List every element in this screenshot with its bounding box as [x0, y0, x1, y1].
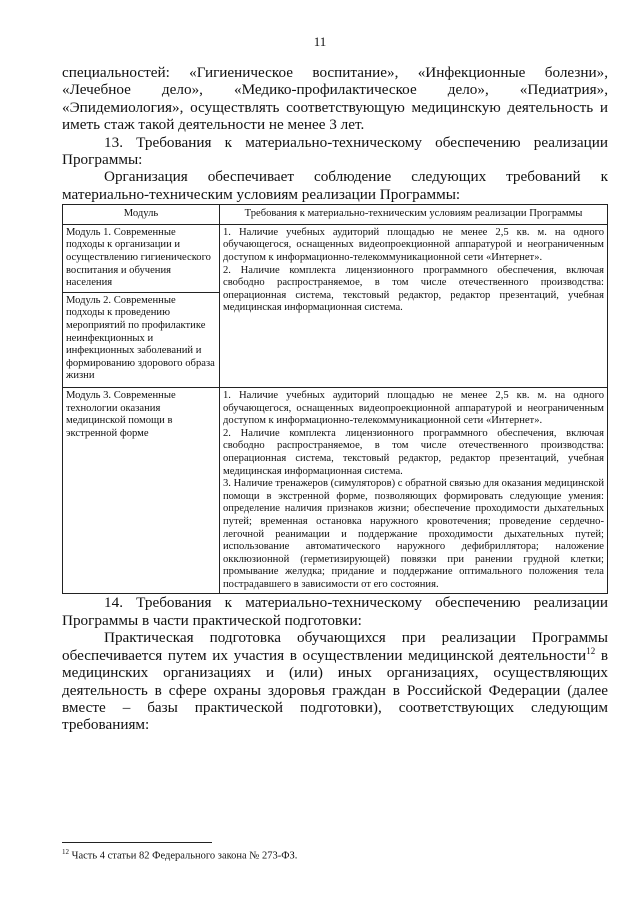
page-number: 11	[313, 34, 327, 49]
requirements-cell	[220, 224, 608, 387]
requirement-item: 2. Наличие комплекта лицензионного программного обеспечения, включая свободно распространяемое, в том числе отечественного производства: операционная система, текстовый редактор, редактор презентаций, учебная медицинская информационная система.	[223, 264, 604, 314]
table-row	[63, 387, 608, 594]
paragraph-continued: специальностей: «Гигиеническое воспитание», «Инфекционные болезни», «Лечебное дело», «Медико-профилактическое дело», «Педиатрия», «Эпидемиология», осуществлять соответствующую медицинскую деятельность и иметь стаж такой деятельности не менее 3 лет.	[62, 64, 608, 134]
footnote	[62, 848, 297, 862]
requirement-item: 1. Наличие учебных аудиторий площадью не менее 2,5 кв. м. на одного обучающегося, оснащенных видеопроекционной аппаратурой и неограниченным доступом к информационно-телекоммуникационной сети «Интернет».	[223, 389, 604, 427]
section-14-heading: 14. Требования к материально-техническому обеспечению реализации Программы в части практической подготовки:	[62, 594, 608, 629]
requirements-table	[62, 204, 608, 594]
header-requirements: Требования к материально-техническим условиям реализации Программы	[220, 205, 608, 225]
requirement-item: 3. Наличие тренажеров (симуляторов) с обратной связью для оказания медицинской помощи в экстренной форме, позволяющих формировать следующие умения: определение наличия признаков жизни; обеспечение проходимости дыхательных путей; временная остановка наружного кровотечения; проведение сердечно-легочной реанимации и поддержание проходимости дыхательных путей; использование автоматического наружного дефибриллятора; наложение окклюзионной (герметизирующей) повязки при ранении грудной клетки; промывание желудка; придание и поддержание оптимального положения тела пострадавшего в зависимости от его состояния.	[223, 478, 604, 590]
section-13-heading: 13. Требования к материально-техническому обеспечению реализации Программы:	[62, 133, 608, 169]
table-row	[63, 224, 608, 387]
section-14-paragraph	[62, 629, 608, 733]
table-header-row	[63, 205, 608, 225]
module-3: Модуль 3. Современные технологии оказания медицинской помощи в экстренной форме	[66, 389, 176, 439]
footnote-divider	[62, 842, 212, 843]
module-cell	[63, 224, 220, 387]
section-13-intro: Организация обеспечивает соблюдение следующих требований к материально-техническим условиям реализации Программы:	[62, 168, 608, 203]
module-cell	[63, 387, 220, 594]
section-14-text-b: в медицинских организациях и (или) иных организациях, осуществляющих деятельность в сфере охраны здоровья граждан в Российской Федерации (далее вместе – базы практической подготовки), соответствующих следующим требованиям:	[62, 646, 609, 734]
requirement-item: 1. Наличие учебных аудиторий площадью не менее 2,5 кв. м. на одного обучающегося, оснащенных видеопроекционной аппаратурой и неограниченным доступом к информационно-телекоммуникационной сети «Интернет».	[223, 226, 604, 264]
header-module: Модуль	[63, 205, 220, 225]
footnote-text: Часть 4 статьи 82 Федерального закона № 273-ФЗ.	[69, 850, 298, 862]
document-body	[62, 64, 608, 734]
footnote-reference[interactable]: 12	[586, 645, 596, 656]
module-2: Модуль 2. Современные подходы к проведению мероприятий по профилактике неинфекционных и инфекционных заболеваний и формированию здорового образа жизни	[63, 292, 219, 385]
footnote-mark: 12	[62, 848, 69, 856]
requirement-item: 2. Наличие комплекта лицензионного программного обеспечения, включая свободно распространяемое, в том числе отечественного производства: операционная система, текстовый редактор, редактор презентаций, учебная медицинская информационная система.	[223, 427, 604, 477]
module-1: Модуль 1. Современные подходы к организации и осуществлению гигиенического воспитания и обучения населения	[66, 226, 211, 289]
section-14-text-a: Практическая подготовка обучающихся при реализации Программы обеспечивается путем их участия в осуществлении медицинской деятельности	[62, 629, 608, 664]
requirements-cell	[220, 387, 608, 594]
